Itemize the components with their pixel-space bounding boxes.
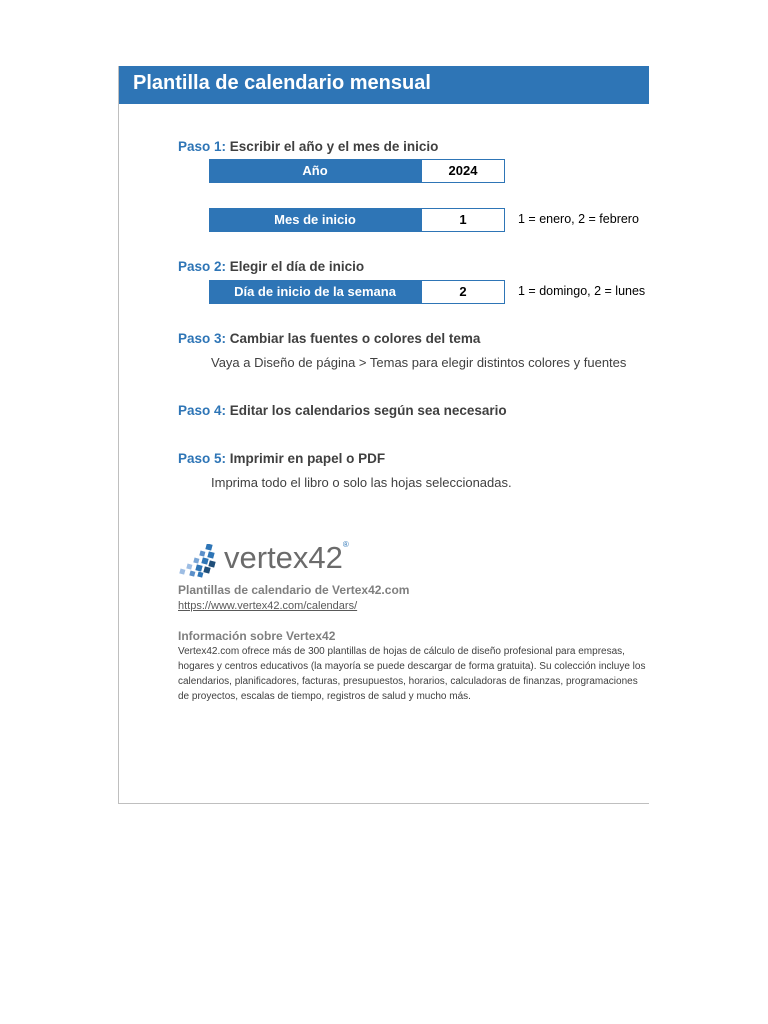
step-4-heading [178,403,507,418]
step-2-heading [178,259,364,274]
step-3-text: Cambiar las fuentes o colores del tema [229,331,481,346]
start-day-label: Día de inicio de la semana [209,280,421,304]
start-day-note: 1 = domingo, 2 = lunes [518,284,646,298]
step-3-description: Vaya a Diseño de página > Temas para elegir distintos colores y fuentes [211,355,627,370]
vertex42-logo[interactable] [178,542,378,578]
start-day-input[interactable]: 2 [421,280,505,304]
start-month-note: 1 = enero, 2 = febrero [518,212,639,226]
about-paragraph: Vertex42.com ofrece más de 300 plantillas de hojas de cálculo de diseño profesional para empresas, hogares y centros educativos (la mayoría se puede descargar de forma gratuita). Su colección incluye los calendarios, planificadores, facturas, presupuestos, horarios, calculadoras de finanzas, programaciones de proyectos, escalas de tiempo, registros de salud y mucho más. [178,646,646,702]
templates-heading: Plantillas de calendario de Vertex42.com [178,583,410,597]
step-1-number: Paso 1: [178,139,227,154]
templates-link[interactable]: https://www.vertex42.com/calendars/ [178,600,358,612]
step-5-text: Imprimir en papel o PDF [229,451,386,466]
step-4-number: Paso 4: [178,403,227,418]
step-5-description: Imprima todo el libro o solo las hojas seleccionadas. [211,475,512,490]
spreadsheet-sheet [118,66,649,804]
step-4-text: Editar los calendarios según sea necesario [229,403,507,418]
step-2-text: Elegir el día de inicio [229,259,365,274]
step-2-number: Paso 2: [178,259,227,274]
step-3-heading [178,331,480,346]
year-input[interactable]: 2024 [421,159,505,183]
step-5-heading [178,451,385,466]
about-heading: Información sobre Vertex42 [178,629,336,643]
year-label: Año [209,159,421,183]
start-month-label: Mes de inicio [209,208,421,232]
page-title: Plantilla de calendario mensual [133,72,431,94]
vertex42-logo-text: vertex42® [224,540,349,575]
step-5-number: Paso 5: [178,451,227,466]
step-1-heading [178,139,438,154]
step-1-text: Escribir el año y el mes de inicio [229,139,439,154]
step-3-number: Paso 3: [178,331,227,346]
title-bar [119,66,649,104]
vertex42-logo-icon [178,544,218,578]
start-month-input[interactable]: 1 [421,208,505,232]
